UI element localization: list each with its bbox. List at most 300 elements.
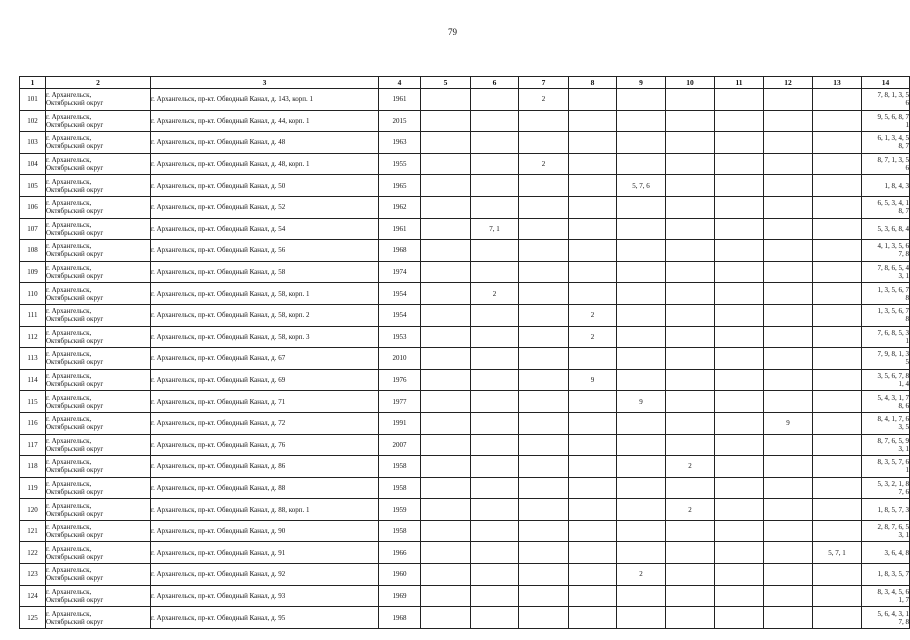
col-14-line1: 1, 3, 5, 6, 7 <box>877 307 909 316</box>
location-district: Октябрьский округ <box>46 466 104 475</box>
location-city: г. Архангельск, <box>46 587 92 596</box>
col-14-line2: 7, 8 <box>898 617 909 626</box>
col-8-cell <box>569 175 617 197</box>
location-district: Октябрьский округ <box>46 99 104 108</box>
location-city: г. Архангельск, <box>46 177 92 186</box>
table-row <box>20 564 910 586</box>
col-5-cell <box>421 607 471 629</box>
col-10-cell <box>666 175 715 197</box>
col-13-cell: 5, 7, 1 <box>813 542 862 564</box>
col-7-cell <box>519 283 569 305</box>
col-6-cell <box>471 542 519 564</box>
register-table <box>19 76 910 629</box>
col-13-cell <box>813 369 862 391</box>
year-cell: 1969 <box>379 585 421 607</box>
col-14-line2: 3, 5 <box>898 423 909 432</box>
col-12-cell <box>764 434 813 456</box>
col-6-cell <box>471 499 519 521</box>
year-cell: 1974 <box>379 261 421 283</box>
row-number-cell: 120 <box>20 499 46 521</box>
col-9-cell <box>617 520 666 542</box>
col-6-cell <box>471 240 519 262</box>
col-7-cell <box>519 477 569 499</box>
table-row <box>20 499 910 521</box>
col-14-cell <box>862 391 910 413</box>
col-5-cell <box>421 499 471 521</box>
address-cell: г. Архангельск, пр-кт. Обводный Канал, д. 95 <box>151 607 379 629</box>
col-5-cell <box>421 348 471 370</box>
col-12-cell <box>764 240 813 262</box>
col-7-cell: 2 <box>519 153 569 175</box>
col-9-cell <box>617 240 666 262</box>
year-cell: 1968 <box>379 240 421 262</box>
col-5-cell <box>421 218 471 240</box>
location-district: Октябрьский округ <box>46 487 104 496</box>
col-10-cell <box>666 477 715 499</box>
col-11-cell <box>715 240 764 262</box>
location-district: Октябрьский округ <box>46 617 104 626</box>
column-header-2: 2 <box>46 77 151 89</box>
col-8-cell <box>569 412 617 434</box>
col-9-cell <box>617 499 666 521</box>
col-11-cell <box>715 218 764 240</box>
location-cell <box>46 175 151 197</box>
col-14-line1: 8, 7, 1, 3, 5 <box>877 156 909 165</box>
column-header-8: 8 <box>569 77 617 89</box>
col-6-cell <box>471 196 519 218</box>
row-number-cell: 111 <box>20 304 46 326</box>
col-6-cell <box>471 585 519 607</box>
col-9-cell <box>617 585 666 607</box>
col-12-cell <box>764 110 813 132</box>
table-row <box>20 607 910 629</box>
col-9-cell <box>617 326 666 348</box>
col-8-cell <box>569 564 617 586</box>
address-cell: г. Архангельск, пр-кт. Обводный Канал, д. 44, корп. 1 <box>151 110 379 132</box>
col-14-cell <box>862 348 910 370</box>
location-city: г. Архангельск, <box>46 220 92 229</box>
row-number-cell: 112 <box>20 326 46 348</box>
column-header-13: 13 <box>813 77 862 89</box>
location-city: г. Архангельск, <box>46 91 92 100</box>
col-9-cell <box>617 153 666 175</box>
table-row <box>20 326 910 348</box>
col-11-cell <box>715 175 764 197</box>
location-district: Октябрьский округ <box>46 185 104 194</box>
location-city: г. Архангельск, <box>46 501 92 510</box>
col-10-cell <box>666 153 715 175</box>
col-5-cell <box>421 564 471 586</box>
col-8-cell: 2 <box>569 326 617 348</box>
col-14-line1: 7, 6, 8, 5, 3 <box>877 328 909 337</box>
col-10-cell <box>666 218 715 240</box>
location-city: г. Архангельск, <box>46 544 92 553</box>
column-header-14: 14 <box>862 77 910 89</box>
address-cell: г. Архангельск, пр-кт. Обводный Канал, д. 91 <box>151 542 379 564</box>
col-14-cell <box>862 132 910 154</box>
location-city: г. Архангельск, <box>46 242 92 251</box>
location-city: г. Архангельск, <box>46 156 92 165</box>
col-7-cell <box>519 542 569 564</box>
location-city: г. Архангельск, <box>46 134 92 143</box>
year-cell: 2007 <box>379 434 421 456</box>
col-14-line2: 1, 7 <box>898 595 909 604</box>
table-row <box>20 240 910 262</box>
row-number-cell: 104 <box>20 153 46 175</box>
address-cell: г. Архангельск, пр-кт. Обводный Канал, д. 58 <box>151 261 379 283</box>
col-12-cell <box>764 153 813 175</box>
column-header-9: 9 <box>617 77 666 89</box>
col-14-cell <box>862 304 910 326</box>
col-14-cell <box>862 434 910 456</box>
table-row <box>20 132 910 154</box>
column-header-11: 11 <box>715 77 764 89</box>
col-9-cell <box>617 196 666 218</box>
col-5-cell <box>421 196 471 218</box>
col-6-cell <box>471 89 519 111</box>
col-7-cell <box>519 499 569 521</box>
col-8-cell <box>569 520 617 542</box>
year-cell: 1991 <box>379 412 421 434</box>
col-14-line1: 1, 8, 4, 3 <box>884 181 909 190</box>
col-8-cell <box>569 218 617 240</box>
table-row <box>20 520 910 542</box>
column-header-7: 7 <box>519 77 569 89</box>
table-row <box>20 89 910 111</box>
col-7-cell <box>519 348 569 370</box>
location-cell <box>46 434 151 456</box>
col-14-line1: 8, 4, 1, 7, 6 <box>877 415 909 424</box>
row-number-cell: 108 <box>20 240 46 262</box>
col-7-cell <box>519 369 569 391</box>
col-11-cell <box>715 110 764 132</box>
col-8-cell <box>569 391 617 413</box>
col-8-cell <box>569 132 617 154</box>
col-14-cell <box>862 326 910 348</box>
col-5-cell <box>421 434 471 456</box>
year-cell: 1958 <box>379 520 421 542</box>
col-7-cell <box>519 607 569 629</box>
col-10-cell <box>666 240 715 262</box>
col-14-line1: 2, 8, 7, 6, 5 <box>877 523 909 532</box>
col-14-line1: 5, 6, 4, 3, 1 <box>877 609 909 618</box>
col-14-cell <box>862 175 910 197</box>
col-10-cell <box>666 434 715 456</box>
location-cell <box>46 304 151 326</box>
year-cell: 1958 <box>379 456 421 478</box>
year-cell: 1963 <box>379 132 421 154</box>
col-14-line2: 7, 8 <box>898 250 909 259</box>
year-cell: 1961 <box>379 89 421 111</box>
year-cell: 1954 <box>379 283 421 305</box>
col-13-cell <box>813 304 862 326</box>
table-row <box>20 304 910 326</box>
col-10-cell <box>666 304 715 326</box>
address-cell: г. Архангельск, пр-кт. Обводный Канал, д. 69 <box>151 369 379 391</box>
col-14-cell <box>862 153 910 175</box>
col-13-cell <box>813 153 862 175</box>
col-5-cell <box>421 89 471 111</box>
col-11-cell <box>715 434 764 456</box>
location-district: Октябрьский округ <box>46 444 104 453</box>
col-13-cell <box>813 240 862 262</box>
col-12-cell <box>764 369 813 391</box>
col-8-cell <box>569 110 617 132</box>
location-city: г. Архангельск, <box>46 328 92 337</box>
col-14-cell <box>862 607 910 629</box>
row-number-cell: 113 <box>20 348 46 370</box>
col-9-cell: 5, 7, 6 <box>617 175 666 197</box>
col-14-cell <box>862 89 910 111</box>
col-12-cell <box>764 542 813 564</box>
col-14-line2: 6 <box>905 99 909 108</box>
year-cell: 1961 <box>379 218 421 240</box>
col-14-line2: 3, 1 <box>898 272 909 281</box>
col-8-cell <box>569 261 617 283</box>
col-12-cell <box>764 391 813 413</box>
location-city: г. Архангельск, <box>46 609 92 618</box>
col-6-cell <box>471 326 519 348</box>
year-cell: 1962 <box>379 196 421 218</box>
col-13-cell <box>813 477 862 499</box>
address-cell: г. Архангельск, пр-кт. Обводный Канал, д. 56 <box>151 240 379 262</box>
table-row <box>20 369 910 391</box>
col-10-cell <box>666 391 715 413</box>
col-11-cell <box>715 304 764 326</box>
col-14-line2: 6 <box>905 164 909 173</box>
col-6-cell <box>471 477 519 499</box>
col-12-cell <box>764 261 813 283</box>
col-11-cell <box>715 369 764 391</box>
col-8-cell <box>569 283 617 305</box>
col-14-line2: 8 <box>905 315 909 324</box>
col-13-cell <box>813 326 862 348</box>
col-14-line1: 8, 3, 4, 5, 6 <box>877 587 909 596</box>
table-row <box>20 348 910 370</box>
col-13-cell <box>813 607 862 629</box>
location-city: г. Архангельск, <box>46 458 92 467</box>
col-7-cell <box>519 326 569 348</box>
col-14-line2: 8 <box>905 293 909 302</box>
col-11-cell <box>715 283 764 305</box>
col-5-cell <box>421 369 471 391</box>
col-8-cell <box>569 607 617 629</box>
col-9-cell <box>617 434 666 456</box>
col-14-line1: 6, 5, 3, 4, 1 <box>877 199 909 208</box>
col-11-cell <box>715 89 764 111</box>
col-14-line1: 9, 5, 6, 8, 7 <box>877 112 909 121</box>
location-district: Октябрьский округ <box>46 142 104 151</box>
col-12-cell <box>764 499 813 521</box>
col-14-cell <box>862 477 910 499</box>
col-7-cell <box>519 304 569 326</box>
col-11-cell <box>715 520 764 542</box>
year-cell: 1954 <box>379 304 421 326</box>
col-13-cell <box>813 110 862 132</box>
location-district: Октябрьский округ <box>46 358 104 367</box>
col-14-cell <box>862 283 910 305</box>
col-5-cell <box>421 542 471 564</box>
column-header-3: 3 <box>151 77 379 89</box>
address-cell: г. Архангельск, пр-кт. Обводный Канал, д. 58, корп. 1 <box>151 283 379 305</box>
col-6-cell <box>471 304 519 326</box>
col-12-cell <box>764 607 813 629</box>
location-district: Октябрьский округ <box>46 207 104 216</box>
location-city: г. Архангельск, <box>46 264 92 273</box>
col-7-cell <box>519 175 569 197</box>
col-10-cell <box>666 542 715 564</box>
col-7-cell <box>519 240 569 262</box>
col-14-line1: 8, 7, 6, 5, 9 <box>877 436 909 445</box>
col-14-cell <box>862 499 910 521</box>
col-7-cell <box>519 434 569 456</box>
table-row <box>20 434 910 456</box>
location-cell <box>46 348 151 370</box>
address-cell: г. Архангельск, пр-кт. Обводный Канал, д. 88 <box>151 477 379 499</box>
col-8-cell: 2 <box>569 304 617 326</box>
col-14-line1: 1, 8, 3, 5, 7 <box>877 570 909 579</box>
col-8-cell <box>569 542 617 564</box>
col-10-cell <box>666 564 715 586</box>
col-13-cell <box>813 391 862 413</box>
col-6-cell <box>471 434 519 456</box>
col-7-cell: 2 <box>519 89 569 111</box>
col-5-cell <box>421 153 471 175</box>
col-7-cell <box>519 110 569 132</box>
col-9-cell <box>617 456 666 478</box>
col-13-cell <box>813 175 862 197</box>
col-13-cell <box>813 564 862 586</box>
col-10-cell <box>666 412 715 434</box>
col-9-cell <box>617 110 666 132</box>
col-14-cell <box>862 456 910 478</box>
location-cell <box>46 499 151 521</box>
col-11-cell <box>715 542 764 564</box>
location-cell <box>46 132 151 154</box>
address-cell: г. Архангельск, пр-кт. Обводный Канал, д. 54 <box>151 218 379 240</box>
address-cell: г. Архангельск, пр-кт. Обводный Канал, д. 88, корп. 1 <box>151 499 379 521</box>
col-9-cell <box>617 369 666 391</box>
col-10-cell <box>666 89 715 111</box>
column-header-1: 1 <box>20 77 46 89</box>
col-7-cell <box>519 456 569 478</box>
col-11-cell <box>715 326 764 348</box>
col-6-cell <box>471 348 519 370</box>
column-header-10: 10 <box>666 77 715 89</box>
column-header-5: 5 <box>421 77 471 89</box>
location-district: Октябрьский округ <box>46 293 104 302</box>
col-14-line2: 1 <box>905 120 909 129</box>
location-cell <box>46 542 151 564</box>
location-district: Октябрьский округ <box>46 120 104 129</box>
location-district: Октябрьский округ <box>46 509 104 518</box>
col-14-cell <box>862 585 910 607</box>
col-11-cell <box>715 564 764 586</box>
col-10-cell <box>666 110 715 132</box>
col-14-line2: 1, 4 <box>898 380 909 389</box>
col-13-cell <box>813 434 862 456</box>
col-13-cell <box>813 132 862 154</box>
address-cell: г. Архангельск, пр-кт. Обводный Канал, д. 58, корп. 3 <box>151 326 379 348</box>
year-cell: 1968 <box>379 607 421 629</box>
address-cell: г. Архангельск, пр-кт. Обводный Канал, д. 71 <box>151 391 379 413</box>
col-5-cell <box>421 585 471 607</box>
col-12-cell <box>764 477 813 499</box>
location-cell <box>46 261 151 283</box>
location-cell <box>46 477 151 499</box>
col-6-cell <box>471 564 519 586</box>
location-cell <box>46 391 151 413</box>
col-11-cell <box>715 261 764 283</box>
col-6-cell <box>471 110 519 132</box>
col-8-cell <box>569 348 617 370</box>
table-row <box>20 110 910 132</box>
col-14-line2: 8, 6 <box>898 401 909 410</box>
col-8-cell <box>569 434 617 456</box>
column-header-12: 12 <box>764 77 813 89</box>
address-cell: г. Архангельск, пр-кт. Обводный Канал, д. 143, корп. 1 <box>151 89 379 111</box>
col-12-cell <box>764 456 813 478</box>
col-14-line2: 3, 1 <box>898 444 909 453</box>
col-10-cell: 2 <box>666 456 715 478</box>
col-13-cell <box>813 196 862 218</box>
col-14-line2: 7, 6 <box>898 487 909 496</box>
table-row <box>20 477 910 499</box>
col-12-cell <box>764 283 813 305</box>
col-14-line1: 5, 3, 6, 8, 4 <box>877 224 909 233</box>
location-district: Октябрьский округ <box>46 380 104 389</box>
year-cell: 1976 <box>379 369 421 391</box>
row-number-cell: 124 <box>20 585 46 607</box>
row-number-cell: 115 <box>20 391 46 413</box>
col-11-cell <box>715 456 764 478</box>
col-7-cell <box>519 564 569 586</box>
col-8-cell <box>569 477 617 499</box>
col-11-cell <box>715 477 764 499</box>
col-7-cell <box>519 520 569 542</box>
row-number-cell: 106 <box>20 196 46 218</box>
col-8-cell <box>569 456 617 478</box>
col-5-cell <box>421 283 471 305</box>
row-number-cell: 116 <box>20 412 46 434</box>
col-9-cell: 2 <box>617 564 666 586</box>
col-12-cell <box>764 348 813 370</box>
table-row <box>20 412 910 434</box>
col-5-cell <box>421 391 471 413</box>
col-10-cell <box>666 348 715 370</box>
col-6-cell <box>471 607 519 629</box>
location-district: Октябрьский округ <box>46 423 104 432</box>
row-number-cell: 123 <box>20 564 46 586</box>
location-cell <box>46 564 151 586</box>
header-row <box>20 77 910 89</box>
col-6-cell: 2 <box>471 283 519 305</box>
col-14-line2: 5 <box>905 358 909 367</box>
location-district: Октябрьский округ <box>46 164 104 173</box>
col-10-cell <box>666 261 715 283</box>
col-10-cell <box>666 585 715 607</box>
address-cell: г. Архангельск, пр-кт. Обводный Канал, д. 72 <box>151 412 379 434</box>
col-14-cell <box>862 261 910 283</box>
col-11-cell <box>715 196 764 218</box>
col-10-cell <box>666 326 715 348</box>
location-city: г. Архангельск, <box>46 415 92 424</box>
col-11-cell <box>715 153 764 175</box>
col-9-cell <box>617 348 666 370</box>
col-9-cell <box>617 132 666 154</box>
row-number-cell: 102 <box>20 110 46 132</box>
col-5-cell <box>421 240 471 262</box>
